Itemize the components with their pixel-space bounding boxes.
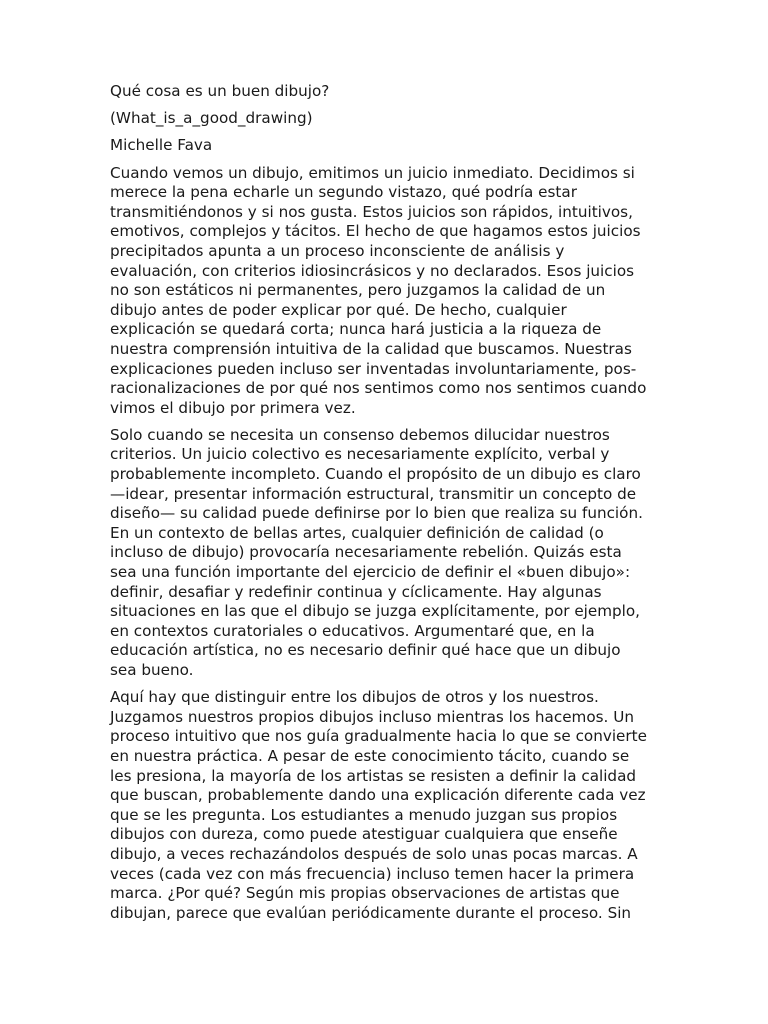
- paragraph-line: diseño— su calidad puede definirse por lo bien que realiza su función.: [110, 504, 643, 523]
- paragraph-line: Juzgamos nuestros propios dibujos incluso mientras los hacemos. Un: [110, 707, 634, 726]
- paragraph-line: no son estáticos ni permanentes, pero juzgamos la calidad de un: [110, 281, 606, 300]
- body-paragraph: [110, 164, 660, 419]
- paragraph-line: emotivos, complejos y tácitos. El hecho de que hagamos estos juicios: [110, 222, 641, 241]
- paragraph-line: explicación se quedará corta; nunca hará justicia a la riqueza de: [110, 320, 602, 339]
- document-author: Michelle Fava: [110, 136, 213, 155]
- paragraph-line: criterios. Un juicio colectivo es necesariamente explícito, verbal y: [110, 445, 610, 464]
- paragraph-line: educación artística, no es necesario definir qué hace que un dibujo: [110, 641, 621, 660]
- paragraph-line: precipitados apunta a un proceso inconsciente de análisis y: [110, 241, 565, 260]
- paragraph-line: incluso de dibujo) provocaría necesariamente rebelión. Quizás esta: [110, 543, 622, 562]
- paragraph-line: les presiona, la mayoría de los artistas se resisten a definir la calidad: [110, 766, 637, 785]
- document-page: [110, 82, 660, 931]
- paragraph-line: situaciones en las que el dibujo se juzga explícitamente, por ejemplo,: [110, 602, 641, 621]
- body-paragraph: [110, 688, 660, 923]
- document-title: Qué cosa es un buen dibujo?: [110, 82, 330, 100]
- paragraph-line: sea una función importante del ejercicio de definir el «buen dibujo»:: [110, 563, 631, 582]
- paragraph-line: sea bueno.: [110, 661, 194, 679]
- paragraph-line: definir, desafiar y redefinir continua y cíclicamente. Hay algunas: [110, 582, 602, 601]
- paragraph-line: en nuestra práctica. A pesar de este conocimiento tácito, cuando se: [110, 746, 630, 765]
- paragraph-line: transmitiéndonos y si nos gusta. Estos juicios son rápidos, intuitivos,: [110, 202, 633, 221]
- paragraph-line: en contextos curatoriales o educativos. Argumentaré que, en la: [110, 621, 595, 640]
- paragraph-line: Aquí hay que distinguir entre los dibujos de otros y los nuestros.: [110, 688, 599, 707]
- body-paragraph: [110, 426, 660, 681]
- paragraph-line: vimos el dibujo por primera vez.: [110, 398, 356, 417]
- paragraph-line: merece la pena echarle un segundo vistazo, qué podría estar: [110, 183, 577, 202]
- paragraph-line: Solo cuando se necesita un consenso debemos dilucidar nuestros: [110, 425, 610, 444]
- paragraph-line: —idear, presentar información estructural, transmitir un concepto de: [110, 484, 637, 503]
- paragraph-line: proceso intuitivo que nos guía gradualmente hacia lo que se convierte: [110, 727, 647, 746]
- paragraph-line: probablemente incompleto. Cuando el propósito de un dibujo es claro: [110, 465, 641, 484]
- paragraph-line: que buscan, probablemente dando una explicación diferente cada vez: [110, 786, 646, 805]
- paragraph-line: explicaciones pueden incluso ser inventadas involuntariamente, pos-: [110, 359, 637, 378]
- document-body: [110, 164, 660, 924]
- paragraph-line: nuestra comprensión intuitiva de la calidad que buscamos. Nuestras: [110, 339, 632, 358]
- document-subtitle: (What_is_a_good_drawing): [110, 109, 313, 128]
- paragraph-line: racionalizaciones de por qué nos sentimos como nos sentimos cuando: [110, 379, 647, 398]
- paragraph-line: dibujos con dureza, como puede atestiguar cualquiera que enseñe: [110, 825, 618, 844]
- paragraph-line: evaluación, con criterios idiosincrásicos y no declarados. Esos juicios: [110, 261, 635, 280]
- paragraph-line: dibujo, a veces rechazándolos después de solo unas pocas marcas. A: [110, 844, 638, 863]
- paragraph-line: En un contexto de bellas artes, cualquier definición de calidad (o: [110, 523, 604, 542]
- paragraph-line: que se les pregunta. Los estudiantes a menudo juzgan sus propios: [110, 805, 618, 824]
- paragraph-line: veces (cada vez con más frecuencia) incluso temen hacer la primera: [110, 864, 635, 883]
- paragraph-line: marca. ¿Por qué? Según mis propias observaciones de artistas que: [110, 884, 620, 903]
- paragraph-line: dibujo antes de poder explicar por qué. De hecho, cualquier: [110, 300, 567, 319]
- paragraph-line: Cuando vemos un dibujo, emitimos un juicio inmediato. Decidimos si: [110, 163, 635, 182]
- paragraph-line: dibujan, parece que evalúan periódicamente durante el proceso. Sin: [110, 903, 632, 922]
